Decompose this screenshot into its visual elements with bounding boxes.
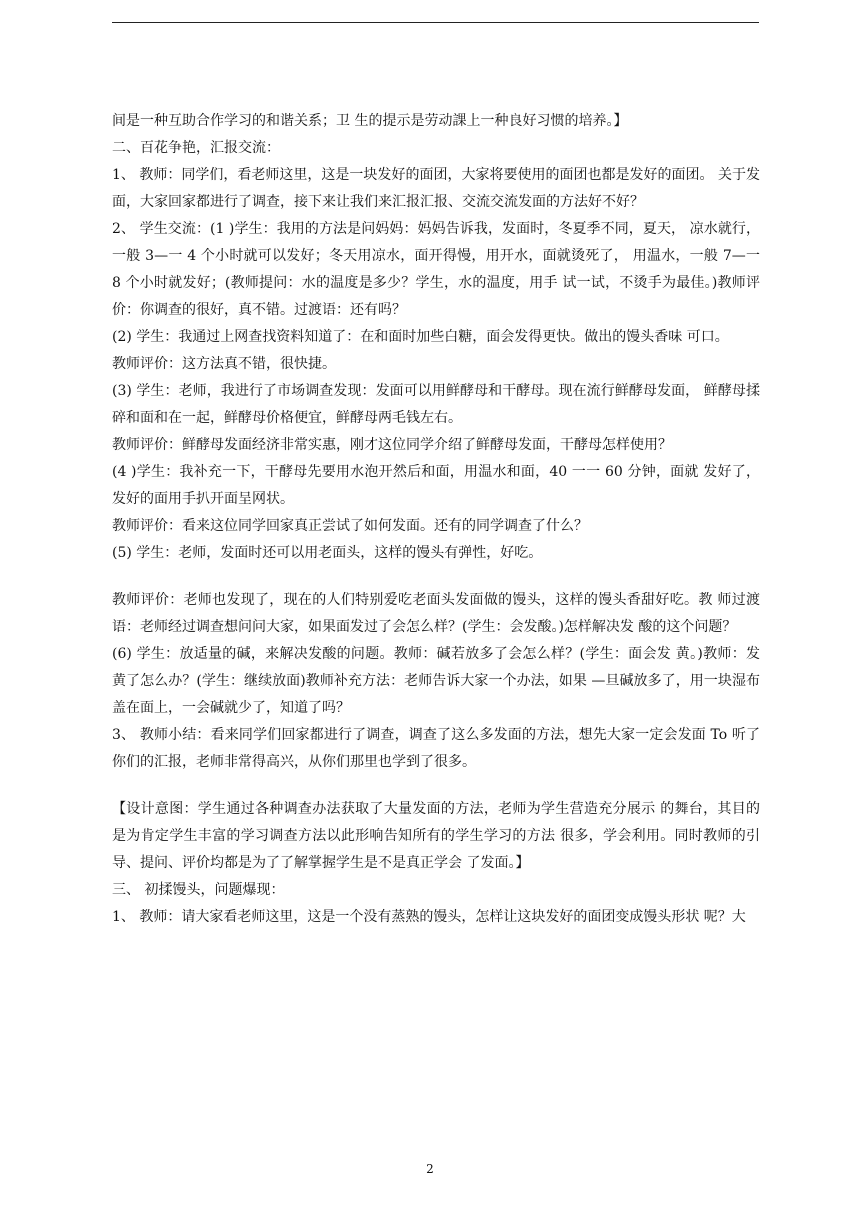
paragraph-gap	[112, 776, 760, 796]
paragraph: (6) 学生：放适量的碱，来解决发酸的问题。教师：碱若放多了会怎么样？(学生：面会发 黄。)教师：发黄了怎么办？(学生：继续放面)教师补充方法：老师告诉大家一个办法，如果 —旦碱放多了，用一块湿布盖在面上，一会碱就少了，知道了吗？	[112, 646, 760, 716]
paragraph: 3、 教师小结：看来同学们回家都进行了调查，调查了这么多发面的方法，想先大家一定会发面 To 听了你们的汇报，老师非常得高兴，从你们那里也学到了很多。	[112, 727, 760, 770]
paragraph-gap	[112, 567, 760, 587]
paragraph: 教师评价：看来这位同学回家真正尝试了如何发面。还有的同学调查了什么？	[112, 518, 588, 534]
page-number: 2	[426, 1162, 434, 1176]
section-heading: 三、 初揉馒头，问题爆现：	[112, 882, 285, 898]
paragraph: 2、 学生交流：(1 )学生：我用的方法是问妈妈：妈妈告诉我，发面时，冬夏季不同，夏天， 凉水就行，一般 3—一 4 个小时就可以发好；冬天用凉水，面开得慢，用开水，面就烫死了， 用温水，一般 7—一 8 个小时就发好；(教师提问：水的温度是多少？学生，水的温度，用手 试一试，不烫手为最佳。)教师评价：你调查的很好，真不错。过渡语：还有吗？	[112, 221, 760, 318]
paragraph: 间是一种互助合作学习的和谐关系；卫 生的提示是劳动課上一种良好习惯的培养。】	[112, 113, 628, 129]
paragraph: 教师评价：鲜酵母发面经济非常实惠，刚才这位同学介绍了鲜酵母发面，干酵母怎样使用？	[112, 437, 672, 453]
document-body	[112, 108, 760, 931]
design-intent-note: 【设计意图：学生通过各种调查办法获取了大量发面的方法，老师为学生营造充分展示 的舞台，其目的是为肯定学生丰富的学习调查方法以此形响告知所有的学生学习的方法 很多，学会利用。同时教师的引导、提问、评价均都是为了了解掌握学生是不是真正学会 了发面。】	[112, 801, 760, 871]
paragraph: 1、 教师：请大家看老师这里，这是一个没有蒸熟的馒头，怎样让这块发好的面团变成馒头形状 呢？大	[112, 909, 746, 925]
paragraph: 教师评价：老师也发现了，现在的人们特别爱吃老面头发面做的馒头，这样的馒头香甜好吃。教 师过渡语：老师经过调查想问问大家，如果面发过了会怎么样？(学生：会发酸。)怎样解决发 酸的这个问题？	[112, 592, 760, 635]
paragraph: 教师评价：这方法真不错，很快捷。	[112, 356, 336, 372]
paragraph: (5) 学生：老师，发面时还可以用老面头，这样的馒头有弹性，好吃。	[112, 545, 543, 561]
paragraph: 1、 教师：同学们，看老师这里，这是一块发好的面团，大家将要使用的面团也都是发好的面团。 关于发面，大家回家都进行了调查，接下来让我们来汇报汇报、交流交流发面的方法好不好？	[112, 167, 760, 210]
paragraph: (3) 学生：老师，我进行了市场调查发现：发面可以用鲜酵母和干酵母。现在流行鲜酵母发面， 鲜酵母揉碎和面和在一起，鲜酵母价格便宜，鲜酵母两毛钱左右。	[112, 383, 760, 426]
header-rule	[112, 22, 759, 23]
paragraph: (4 )学生：我补充一下，干酵母先要用水泡开然后和面，用温水和面，40 一一 60 分钟，面就 发好了，发好的面用手扒开面呈网状。	[112, 464, 760, 507]
section-heading: 二、百花争艳，汇报交流：	[112, 140, 280, 156]
paragraph: (2) 学生：我通过上网查找资料知道了：在和面时加些白糖，面会发得更快。做出的馒头香味 可口。	[112, 329, 729, 345]
